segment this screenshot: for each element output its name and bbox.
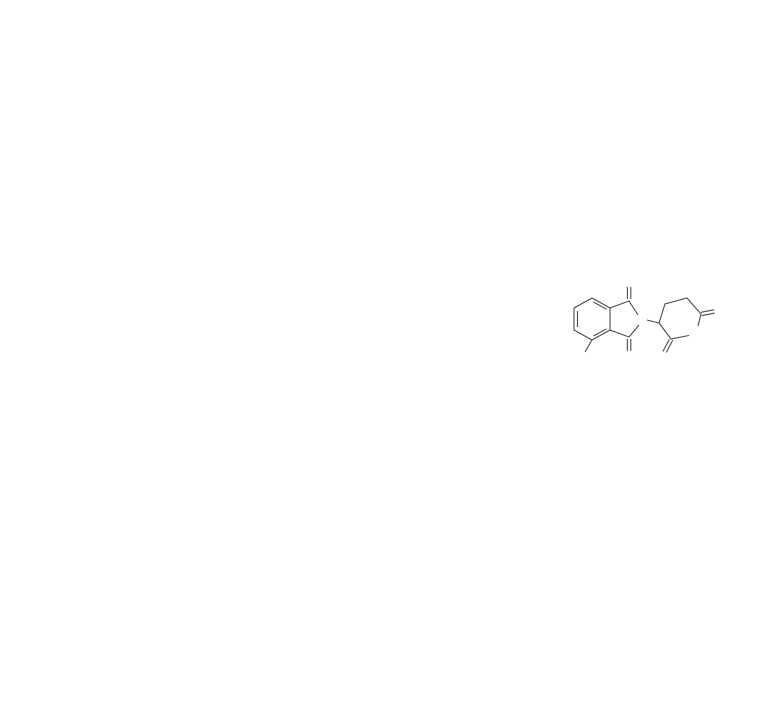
urine-chart-plot bbox=[18, 495, 558, 726]
plasma-chart-plot bbox=[18, 252, 558, 478]
plasma-chromatogram bbox=[18, 252, 558, 478]
gradient-header bbox=[255, 36, 425, 56]
gradient-table bbox=[255, 36, 425, 56]
pomalidomide-structure bbox=[556, 268, 751, 396]
urine-chromatogram bbox=[18, 495, 558, 726]
molecule-drawing-icon bbox=[556, 268, 751, 396]
